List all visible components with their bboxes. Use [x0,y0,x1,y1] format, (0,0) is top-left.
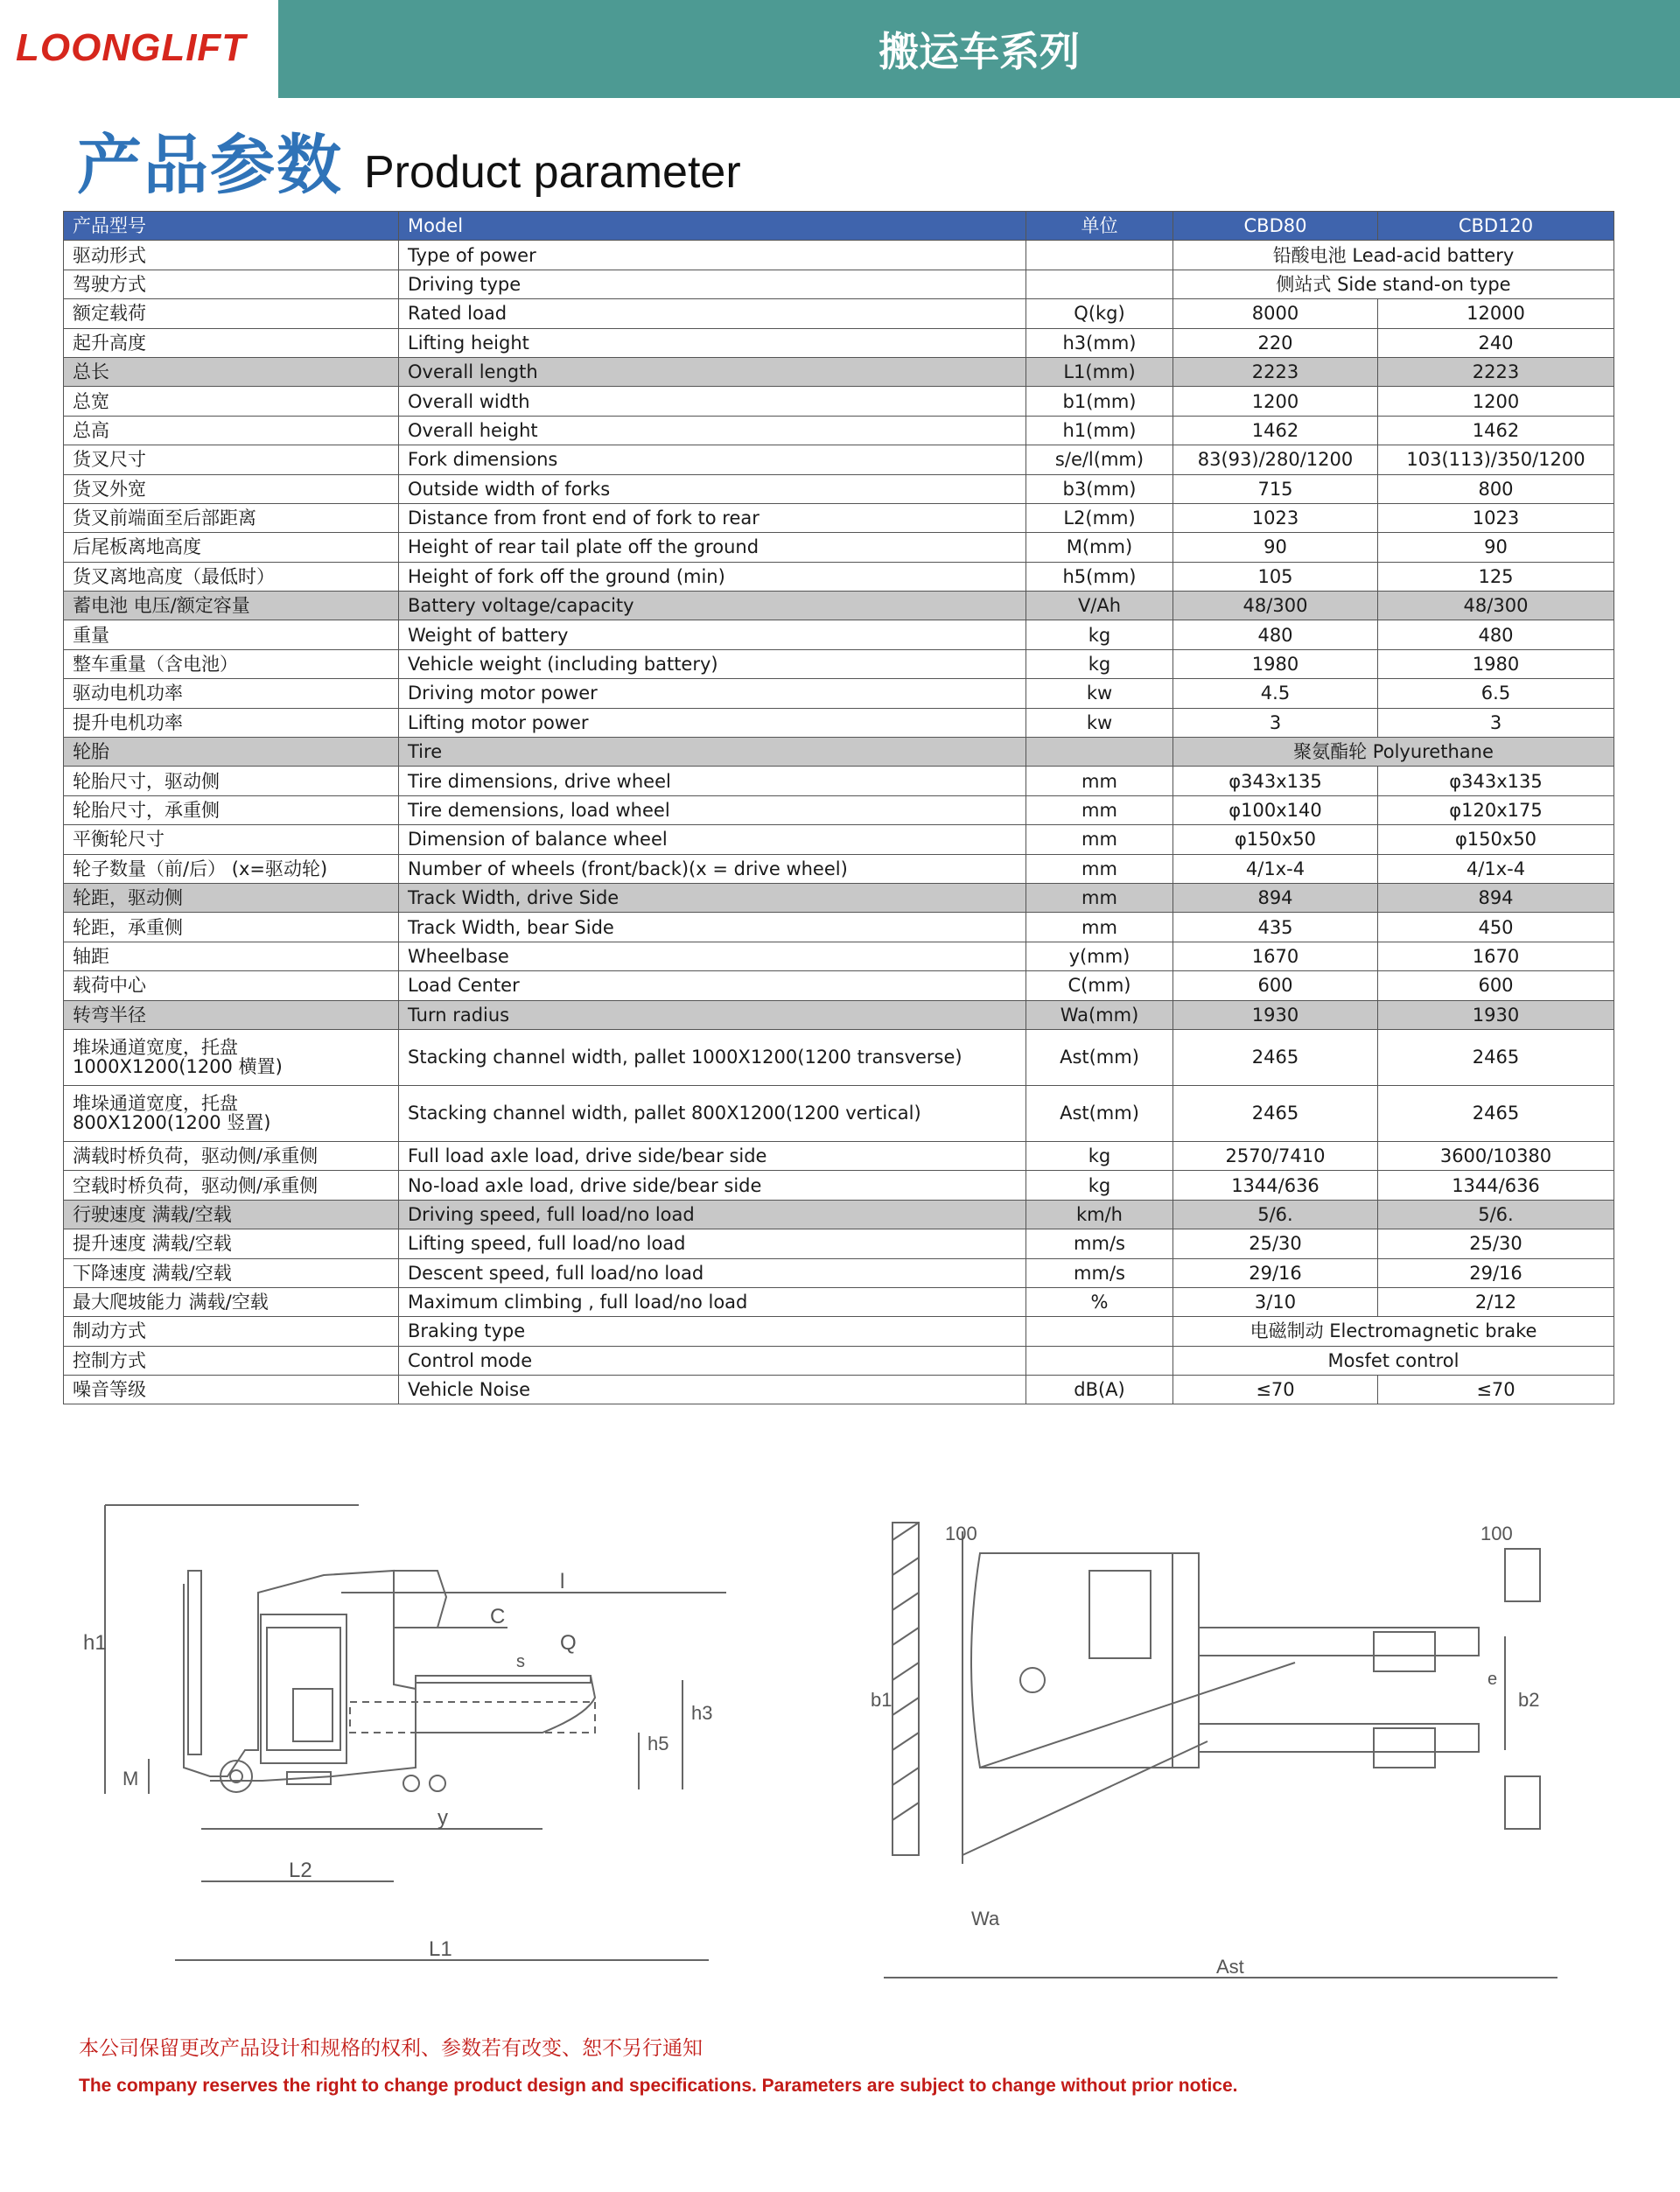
dim-label: e [1488,1670,1498,1689]
dim-label: h5 [648,1733,669,1754]
table-cell: Overall length [399,357,1026,386]
table-cell: Weight of battery [399,620,1026,649]
table-cell: 货叉离地高度（最低时） [64,562,399,591]
table-row [64,883,1614,912]
table-row [64,270,1614,298]
table-cell: 噪音等级 [64,1376,399,1404]
table-cell: 下降速度 满载/空载 [64,1258,399,1287]
header-cell: 产品型号 [64,212,399,241]
dim-label: L1 [429,1937,452,1961]
table-cell: 1980 [1173,649,1378,678]
table-cell: 平衡轮尺寸 [64,825,399,854]
table-row [64,942,1614,970]
table-row [64,562,1614,591]
table-cell: 货叉外宽 [64,474,399,503]
table-cell: 3 [1173,708,1378,737]
dim-label: Wa [971,1908,1000,1929]
table-row [64,795,1614,824]
table-cell: 480 [1378,620,1614,649]
table-cell: 货叉前端面至后部距离 [64,503,399,532]
table-cell: 1980 [1378,649,1614,678]
table-cell: 1200 [1378,387,1614,416]
table-cell: φ100x140 [1173,795,1378,824]
table-cell: mm [1026,825,1173,854]
table-cell: y(mm) [1026,942,1173,970]
table-cell: Stacking channel width, pallet 800X1200(1200 vertical) [399,1085,1026,1141]
table-cell: 83(93)/280/1200 [1173,445,1378,474]
table-row [64,649,1614,678]
table-cell: 450 [1378,913,1614,942]
table-cell: 总宽 [64,387,399,416]
table-row [64,854,1614,883]
table-cell: 控制方式 [64,1346,399,1375]
table-cell: 1670 [1173,942,1378,970]
dim-label: y [438,1806,448,1830]
table-row [64,913,1614,942]
table-cell: 4/1x-4 [1378,854,1614,883]
table-cell: h1(mm) [1026,416,1173,445]
dim-label: 100 [945,1523,977,1544]
table-cell: Track Width, bear Side [399,913,1026,942]
table-row [64,592,1614,620]
table-cell: 堆垛通道宽度，托盘 800X1200(1200 竖置) [64,1085,399,1141]
table-cell: 2465 [1378,1029,1614,1085]
table-cell: 48/300 [1378,592,1614,620]
spec-table [63,211,1614,1404]
table-cell: 满载时桥负荷，驱动侧/承重侧 [64,1141,399,1170]
table-cell: 12000 [1378,299,1614,328]
table-cell: 29/16 [1378,1258,1614,1287]
table-cell: Height of rear tail plate off the ground [399,533,1026,562]
table-cell: 空载时桥负荷，驱动侧/承重侧 [64,1171,399,1200]
table-cell: h3(mm) [1026,328,1173,357]
table-cell: L2(mm) [1026,503,1173,532]
table-cell: mm/s [1026,1229,1173,1258]
table-cell: Fork dimensions [399,445,1026,474]
table-cell: mm [1026,767,1173,795]
table-cell: Rated load [399,299,1026,328]
table-cell: mm [1026,913,1173,942]
table-cell: Tire [399,738,1026,767]
table-cell: 480 [1173,620,1378,649]
table-cell: Vehicle Noise [399,1376,1026,1404]
table-cell: 2465 [1378,1085,1614,1141]
table-cell: Vehicle weight (including battery) [399,649,1026,678]
table-row [64,1376,1614,1404]
table-cell [1026,1346,1173,1375]
table-cell: Wheelbase [399,942,1026,970]
table-cell: V/Ah [1026,592,1173,620]
table-cell: 600 [1378,971,1614,1000]
table-header-row [64,212,1614,241]
table-cell: No-load axle load, drive side/bear side [399,1171,1026,1200]
table-cell: 25/30 [1173,1229,1378,1258]
table-row [64,620,1614,649]
table-cell: 行驶速度 满载/空载 [64,1200,399,1229]
table-cell: 货叉尺寸 [64,445,399,474]
dim-label: b2 [1518,1689,1540,1711]
page-title [77,114,741,207]
table-cell: mm [1026,854,1173,883]
table-cell: Lifting speed, full load/no load [399,1229,1026,1258]
table-cell: 6.5 [1378,679,1614,708]
table-cell [1026,270,1173,298]
table-row [64,1258,1614,1287]
table-cell: 1200 [1173,387,1378,416]
table-cell: 2223 [1173,357,1378,386]
table-row [64,1317,1614,1346]
table-cell: Mosfet control [1173,1346,1614,1375]
table-cell: φ343x135 [1378,767,1614,795]
table-cell: 220 [1173,328,1378,357]
table-cell: Braking type [399,1317,1026,1346]
table-cell: 894 [1173,883,1378,912]
header-cell: 单位 [1026,212,1173,241]
table-cell: Lifting height [399,328,1026,357]
table-cell: Driving motor power [399,679,1026,708]
table-cell: 提升电机功率 [64,708,399,737]
table-cell: 1023 [1173,503,1378,532]
table-row [64,533,1614,562]
table-row [64,1141,1614,1170]
table-row [64,767,1614,795]
table-cell: 最大爬坡能力 满载/空载 [64,1287,399,1316]
dim-label: 100 [1480,1523,1513,1544]
table-row [64,503,1614,532]
table-cell: 4/1x-4 [1173,854,1378,883]
table-row [64,474,1614,503]
table-row [64,1029,1614,1085]
table-cell: 435 [1173,913,1378,942]
table-cell [1026,738,1173,767]
table-cell: kw [1026,708,1173,737]
table-cell: 侧站式 Side stand-on type [1173,270,1614,298]
notice-en: The company reserves the right to change product design and specifications. Parameters are subject to change without prior notice. [79,2076,1238,2096]
table-cell: 驱动形式 [64,241,399,270]
table-cell: 轮距，驱动侧 [64,883,399,912]
table-cell: 29/16 [1173,1258,1378,1287]
brand-logo: LOONGLIFT [16,26,247,69]
table-cell: Lifting motor power [399,708,1026,737]
table-cell: 额定载荷 [64,299,399,328]
table-cell: 2465 [1173,1029,1378,1085]
table-cell: 提升速度 满载/空载 [64,1229,399,1258]
table-row [64,1229,1614,1258]
dim-label: s [516,1652,525,1671]
table-cell: kg [1026,1141,1173,1170]
table-cell: 驾驶方式 [64,270,399,298]
table-cell: 总长 [64,357,399,386]
table-cell: 894 [1378,883,1614,912]
table-cell: 1344/636 [1378,1171,1614,1200]
table-cell: φ150x50 [1378,825,1614,854]
table-row [64,387,1614,416]
table-row [64,738,1614,767]
top-view-diagram [858,1488,1575,1995]
table-cell: % [1026,1287,1173,1316]
table-cell [1026,1317,1173,1346]
table-cell: Dimension of balance wheel [399,825,1026,854]
table-cell: 1462 [1173,416,1378,445]
table-cell: 125 [1378,562,1614,591]
table-cell: Overall width [399,387,1026,416]
table-cell: 103(113)/350/1200 [1378,445,1614,474]
table-cell: b1(mm) [1026,387,1173,416]
dim-label: h1 [83,1631,107,1655]
table-cell: Outside width of forks [399,474,1026,503]
table-cell: C(mm) [1026,971,1173,1000]
table-cell: 轮胎 [64,738,399,767]
table-cell: 240 [1378,328,1614,357]
table-cell: φ343x135 [1173,767,1378,795]
table-cell: Q(kg) [1026,299,1173,328]
table-cell: Ast(mm) [1026,1029,1173,1085]
table-row [64,1346,1614,1375]
table-cell: kw [1026,679,1173,708]
table-cell: 转弯半径 [64,1000,399,1029]
table-cell: 1930 [1378,1000,1614,1029]
table-cell: 驱动电机功率 [64,679,399,708]
table-cell: 总高 [64,416,399,445]
dim-label: b1 [871,1689,892,1711]
table-row [64,708,1614,737]
table-cell: 聚氨酯轮 Polyurethane [1173,738,1614,767]
table-row [64,1200,1614,1229]
header-cell: CBD120 [1378,212,1614,241]
table-row [64,299,1614,328]
table-row [64,241,1614,270]
table-cell: 轮距，承重侧 [64,913,399,942]
table-cell: Height of fork off the ground (min) [399,562,1026,591]
table-cell: 后尾板离地高度 [64,533,399,562]
table-cell: Track Width, drive Side [399,883,1026,912]
table-cell: 105 [1173,562,1378,591]
table-cell: 重量 [64,620,399,649]
notice-cn: 本公司保留更改产品设计和规格的权利、参数若有改变、恕不另行通知 [79,2037,703,2060]
table-cell: s/e/l(mm) [1026,445,1173,474]
table-cell: Full load axle load, drive side/bear side [399,1141,1026,1170]
table-cell: dB(A) [1026,1376,1173,1404]
dim-label: Ast [1216,1956,1244,1978]
table-cell: L1(mm) [1026,357,1173,386]
table-cell: 轮胎尺寸，驱动侧 [64,767,399,795]
table-cell: 2570/7410 [1173,1141,1378,1170]
table-cell: Battery voltage/capacity [399,592,1026,620]
table-cell: 起升高度 [64,328,399,357]
table-cell: 8000 [1173,299,1378,328]
table-cell: b3(mm) [1026,474,1173,503]
table-cell: Driving type [399,270,1026,298]
table-cell: 800 [1378,474,1614,503]
dim-label: L2 [289,1859,312,1882]
table-cell: mm [1026,795,1173,824]
table-cell: 1930 [1173,1000,1378,1029]
table-cell: 轴距 [64,942,399,970]
dim-label: M [122,1768,139,1789]
table-cell: Type of power [399,241,1026,270]
table-cell: 整车重量（含电池） [64,649,399,678]
table-cell: mm [1026,883,1173,912]
table-cell: 4.5 [1173,679,1378,708]
table-row [64,1000,1614,1029]
table-cell: km/h [1026,1200,1173,1229]
dim-label: h3 [691,1702,713,1724]
table-cell: 715 [1173,474,1378,503]
table-cell: 90 [1173,533,1378,562]
table-cell: 轮子数量（前/后） (x=驱动轮) [64,854,399,883]
table-cell: Control mode [399,1346,1026,1375]
table-cell: Turn radius [399,1000,1026,1029]
table-cell: 2465 [1173,1085,1378,1141]
table-cell: 电磁制动 Electromagnetic brake [1173,1317,1614,1346]
table-cell: kg [1026,1171,1173,1200]
table-cell: 48/300 [1173,592,1378,620]
header-cell: CBD80 [1173,212,1378,241]
table-cell: 1344/636 [1173,1171,1378,1200]
table-cell: Overall height [399,416,1026,445]
table-cell: 1462 [1378,416,1614,445]
table-row [64,328,1614,357]
table-row [64,1171,1614,1200]
table-row [64,445,1614,474]
table-row [64,357,1614,386]
table-cell: 2223 [1378,357,1614,386]
table-cell: M(mm) [1026,533,1173,562]
dim-label: Q [560,1631,577,1655]
table-cell: Distance from front end of fork to rear [399,503,1026,532]
table-cell: Driving speed, full load/no load [399,1200,1026,1229]
table-cell: 堆垛通道宽度，托盘 1000X1200(1200 横置) [64,1029,399,1085]
table-cell: φ120x175 [1378,795,1614,824]
page-title-cn: 产品参数 [77,128,343,203]
table-cell: Load Center [399,971,1026,1000]
table-cell: 2/12 [1378,1287,1614,1316]
dim-label: C [490,1605,506,1628]
table-cell: 3 [1378,708,1614,737]
table-row [64,1085,1614,1141]
table-cell: kg [1026,649,1173,678]
table-cell: 铅酸电池 Lead-acid battery [1173,241,1614,270]
header-cell: Model [399,212,1026,241]
table-cell: 3/10 [1173,1287,1378,1316]
table-cell: φ150x50 [1173,825,1378,854]
side-view-diagram [70,1488,840,1995]
table-cell: Number of wheels (front/back)(x = drive wheel) [399,854,1026,883]
table-cell: ≤70 [1173,1376,1378,1404]
table-cell: 1670 [1378,942,1614,970]
table-cell: kg [1026,620,1173,649]
table-cell: Maximum climbing , full load/no load [399,1287,1026,1316]
table-row [64,679,1614,708]
table-cell: 600 [1173,971,1378,1000]
table-cell: Descent speed, full load/no load [399,1258,1026,1287]
series-banner: 搬运车系列 [278,0,1680,98]
table-cell: Tire dimensions, drive wheel [399,767,1026,795]
table-cell: mm/s [1026,1258,1173,1287]
table-cell: Ast(mm) [1026,1085,1173,1141]
table-cell: 3600/10380 [1378,1141,1614,1170]
table-row [64,825,1614,854]
table-cell: h5(mm) [1026,562,1173,591]
table-cell [1026,241,1173,270]
table-cell: Wa(mm) [1026,1000,1173,1029]
table-cell: 25/30 [1378,1229,1614,1258]
dim-label: l [560,1570,565,1593]
table-cell: Tire demensions, load wheel [399,795,1026,824]
table-cell: 蓄电池 电压/额定容量 [64,592,399,620]
table-cell: 90 [1378,533,1614,562]
table-cell: 1023 [1378,503,1614,532]
table-cell: 5/6. [1378,1200,1614,1229]
table-cell: 轮胎尺寸，承重侧 [64,795,399,824]
table-cell: Stacking channel width, pallet 1000X1200(1200 transverse) [399,1029,1026,1085]
table-row [64,971,1614,1000]
table-row [64,416,1614,445]
table-cell: 5/6. [1173,1200,1378,1229]
table-row [64,1287,1614,1316]
table-cell: 载荷中心 [64,971,399,1000]
table-cell: 制动方式 [64,1317,399,1346]
page-title-en: Product parameter [364,147,741,198]
table-cell: ≤70 [1378,1376,1614,1404]
